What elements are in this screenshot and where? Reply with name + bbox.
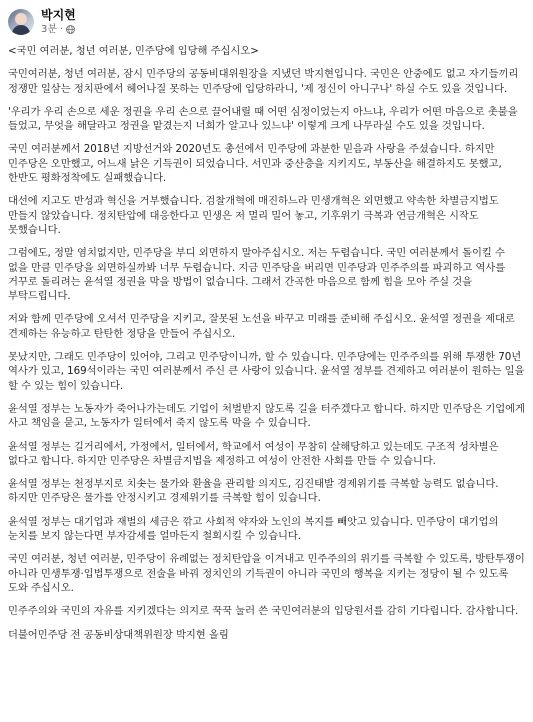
- post-paragraph: 저와 함께 민주당에 오셔서 민주당을 지키고, 잘못된 노선을 바꾸고 미래를 준비해 주십시오. 윤석열 정권을 제대로 견제하는 유능하고 탄탄한 정당을 만들어 주십시오.: [8, 313, 515, 340]
- post-paragraph: 민주주의와 국민의 자유를 지키겠다는 의지로 꾹꾹 눌러 쓴 국민여러분의 입당원서를 감히 기다립니다. 감사합니다.: [8, 605, 519, 618]
- separator-dot: ·: [60, 24, 64, 36]
- post-paragraph: 윤석열 정부는 노동자가 죽어나가는데도 기업이 처벌받지 않도록 길을 터주겠다고 합니다. 하지만 민주당은 기업에게 사고 책임을 묻고, 노동자가 일터에서 죽지 않도록 막을 수 있습니다.: [8, 402, 525, 430]
- post-paragraph: 윤석열 정부는 길거리에서, 가정에서, 일터에서, 학교에서 여성이 무참히 살해당하고 있는데도 구조적 성차별은 없다고 합니다. 하지만 민주당은 차별금지법을 제정하고 여성이 안전한 사회를 만들 수 있습니다.: [8, 440, 499, 467]
- post-paragraph: 못났지만, 그래도 민주당이 있어야, 그리고 민주당이니까, 할 수 있습니다. 민주당에는 민주주의를 위해 투쟁한 70년 역사가 있고, 169석이라는 국민 여러분께서 주신 큰 사랑이 있습니다. 윤석열 정부를 견제하고 여러분이 원하는 일을 할 수 있는 힘이 있습니다.: [8, 351, 525, 392]
- post-paragraph: '우리가 우리 손으로 세운 정권을 우리 손으로 끌어내릴 때 어떤 심정이었는지 아느냐, 우리가 어떤 마음으로 촛불을 들었고, 무엇을 해달라고 정권을 맡겼는지 너희가 알고나 있느냐' 이렇게 크게 나무라실 수도 있을 것입니다.: [8, 105, 518, 133]
- post-meta: [41, 9, 76, 35]
- post-title: <국민 여러분, 청년 여러분, 민주당에 입당해 주십시오>: [8, 45, 259, 57]
- post-paragraph: 국민 여러분, 청년 여러분, 민주당이 유례없는 정치탄압을 이겨내고 민주주의의 위기를 극복할 수 있도록, 방탄투쟁이 아니라 민생투쟁·입법투쟁으로 전술을 바꿔 정치인의 기득권이 아니라 국민의 행복을 지키는 정당이 될 수 있도록 도와 주십시오.: [8, 553, 525, 594]
- post-paragraph: 국민 여러분께서 2018년 지방선거와 2020년도 총선에서 민주당에 과분한 믿음과 사랑을 주셨습니다. 하지만 민주당은 오만했고, 어느새 낡은 기득권이 되었습니다. 서민과 중산층을 지키지도, 부동산을 해결하지도 못했고, 한반도 평화정착에도 실패했습니다.: [8, 143, 502, 185]
- post-timestamp[interactable]: 3분: [41, 24, 58, 36]
- post-paragraph: 국민여러분, 청년 여러분, 잠시 민주당의 공동비대위원장을 지냈던 박지현입니다. 국민은 안중에도 없고 자기들끼리 정쟁만 일삼는 정치판에서 헤어나질 못하는 민주당에 입당하라니, '제 정신이 아니구나' 하실 수도 있을 것입니다.: [8, 68, 519, 95]
- post-signature: 더불어민주당 전 공동비상대책위원장 박지현 올림: [8, 628, 229, 641]
- post-paragraph: 그럼에도, 정말 염치없지만, 민주당을 부디 외면하지 말아주십시오. 저는 두렵습니다. 국민 여러분께서 돌이킬 수 없을 만큼 민주당을 외면하실까봐 너무 두렵습니다. 지금 민주당을 버리면 민주당과 민주주의를 파괴하고 역사를 거꾸로 돌리려는 윤석열 정권을 막을 방법이 없습니다. 그래서 간곡한 마음으로 함께 힘을 모아 주실 것을 부탁드립니다.: [8, 247, 506, 303]
- post-subtitle: [41, 24, 76, 35]
- post-paragraph: 윤석열 정부는 대기업과 재벌의 세금은 깎고 사회적 약자와 노인의 복지를 빼앗고 있습니다. 민주당이 대기업의 눈치를 보지 않는다면 부자감세를 얼마든지 철회시킬 수 있습니다.: [8, 515, 499, 543]
- post-body: [8, 44, 525, 642]
- avatar[interactable]: [8, 9, 34, 35]
- post-paragraph: 대선에 지고도 반성과 혁신을 거부했습니다. 검찰개혁에 매진하느라 민생개혁은 외면했고 약속한 차별금지법도 만들지 않았습니다. 정치탄압에 대응한다고 민생은 저 멀리 밀어 놓고, 기후위기 극복과 연금개혁은 시작도 못했습니다.: [8, 195, 499, 236]
- post-header: [8, 6, 525, 38]
- post-paragraph: 윤석열 정부는 천정부지로 치솟는 물가와 환율을 관리할 의지도, 김진태발 경제위기를 극복할 능력도 없습니다. 하지만 민주당은 물가를 안정시키고 경제위기를 극복할 힘이 있습니다.: [8, 478, 499, 505]
- author-name[interactable]: 박지현: [41, 7, 76, 22]
- globe-icon[interactable]: [66, 25, 75, 34]
